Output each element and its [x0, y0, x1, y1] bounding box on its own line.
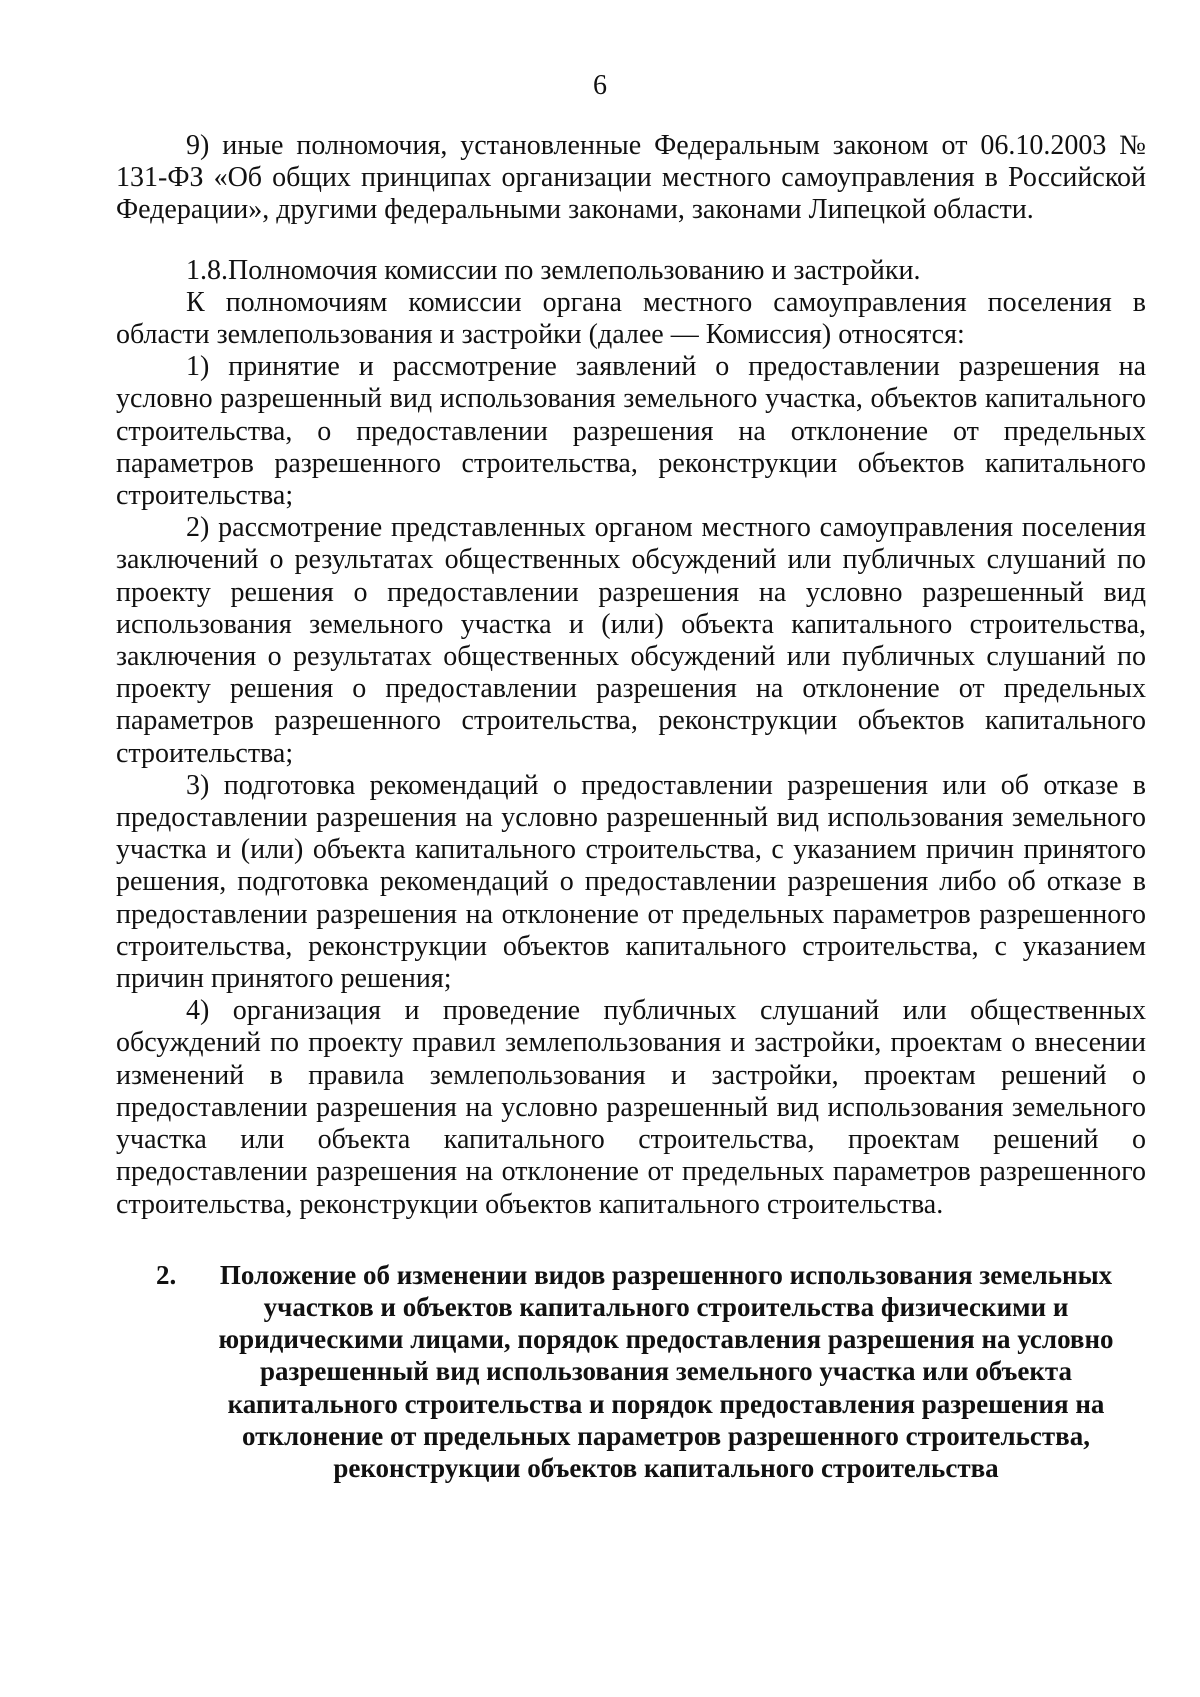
paragraph-item-1: 1) принятие и рассмотрение заявлений о предоставлении разрешения на условно разрешенный вид использования земельного участка, объектов капитального строительства, о предоставлении разрешения на отклонение от предельных параметров разрешенного строительства, реконструкции объектов капитального строительства; [116, 351, 1146, 512]
document-body [116, 130, 1146, 1484]
subsection-heading-1-8: 1.8.Полномочия комиссии по землепользованию и застройки. [186, 254, 921, 286]
paragraph-gap [116, 227, 1146, 255]
section-title: Положение об изменении видов разрешенного использования земельных участков и объектов капитального строительства физическими и юридическими лицами, порядок предоставления разрешения на условно разрешенный вид использования земельного участка или объекта капитального строительства и порядок предоставления разрешения на отклонение от предельных параметров разрешенного строительства, реконструкции объектов капитального строительства [218, 1259, 1114, 1483]
paragraph-item-3: 3) подготовка рекомендаций о предоставлении разрешения или об отказе в предоставлении разрешения на условно разрешенный вид использования земельного участка и (или) объекта капитального строительства, с указанием причин принятого решения, подготовка рекомендаций о предоставлении разрешения либо об отказе в предоставлении разрешения на отклонение от предельных параметров разрешенного строительства, реконструкции объектов капитального строительства, с указанием причин принятого решения; [116, 769, 1146, 995]
paragraph-item-2: 2) рассмотрение представленных органом местного самоуправления поселения заключений о результатах общественных обсуждений или публичных слушаний по проекту решения о предоставлении разрешения на условно разрешенный вид использования земельного участка и (или) объекта капитального строительства, заключения о результатах общественных обсуждений или публичных слушаний по проекту решения о предоставлении разрешения на отклонение от предельных параметров разрешенного строительства, реконструкции объектов капитального строительства; [116, 512, 1146, 769]
paragraph-item-9: 9) иные полномочия, установленные Федеральным законом от 06.10.2003 № 131-ФЗ «Об общих принципах организации местного самоуправления в Российской Федерации», другими федеральными законами, законами Липецкой области. [116, 130, 1146, 226]
paragraph-commission-intro: К полномочиям комиссии органа местного самоуправления поселения в области землепользования и застройки (далее — Комиссия) относятся: [116, 286, 1146, 351]
paragraph-item-4: 4) организация и проведение публичных слушаний или общественных обсуждений по проекту правил землепользования и застройки, проектам о внесении изменений в правила землепользования и застройки, проектам решений о предоставлении разрешения на условно разрешенный вид использования земельного участка или объекта капитального строительства, проектам решений о предоставлении разрешения на отклонение от предельных параметров разрешенного строительства, реконструкции объектов капитального строительства. [116, 995, 1146, 1220]
page-number: 6 [593, 70, 607, 101]
section-heading [116, 1259, 1146, 1484]
section-number: 2. [156, 1259, 177, 1290]
